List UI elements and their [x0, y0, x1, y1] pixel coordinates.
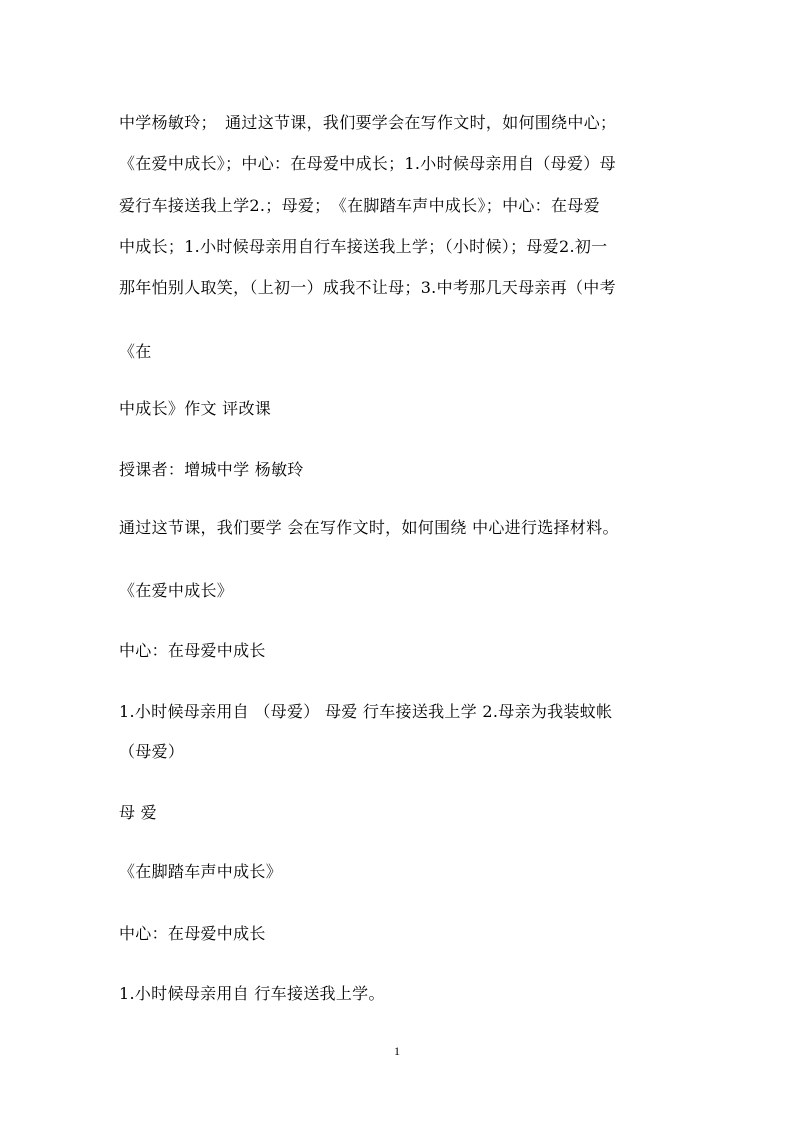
text-line: 中成长》作文 评改课 [119, 399, 272, 418]
text-line: （母爱） [119, 742, 185, 761]
text-line: 中心：在母爱中成长 [119, 924, 266, 943]
text-line: 授课者：增城中学 杨敏玲 [119, 460, 304, 479]
text-line: 《在 [119, 342, 152, 361]
text-line: 通过这节课，我们要学 会在写作文时，如何围绕 中心进行选择材料。 [119, 518, 619, 537]
text-line: 那年怕别人取笑，（上初一）成我不让母；3.中考那几天母亲再（中考 [119, 278, 616, 297]
text-line: 中学杨敏玲； 通过这节课，我们要学会在写作文时，如何围绕中心； [119, 113, 617, 132]
text-line: 《在脚踏车声中成长》 [119, 862, 283, 881]
text-line: 1.小时候母亲用自 行车接送我上学。 [119, 984, 385, 1003]
text-line: 《在爱中成长》 [119, 581, 234, 600]
text-line: 中成长；1.小时候母亲用自行车接送我上学；（小时候）；母爱2.初一 [119, 237, 608, 256]
text-line: 1.小时候母亲用自 （母爱） 母爱 行车接送我上学 2.母亲为我装蚊帐 [119, 702, 613, 721]
text-line: 中心：在母爱中成长 [119, 641, 266, 660]
text-line: 母 爱 [119, 803, 157, 822]
text-line: 爱行车接送我上学2.；母爱； 《在脚踏车声中成长》；中心：在母爱 [119, 196, 600, 215]
page-number: 1 [394, 1044, 400, 1058]
text-line: 《在爱中成长》；中心：在母爱中成长；1.小时候母亲用自（母爱）母 [119, 154, 616, 173]
